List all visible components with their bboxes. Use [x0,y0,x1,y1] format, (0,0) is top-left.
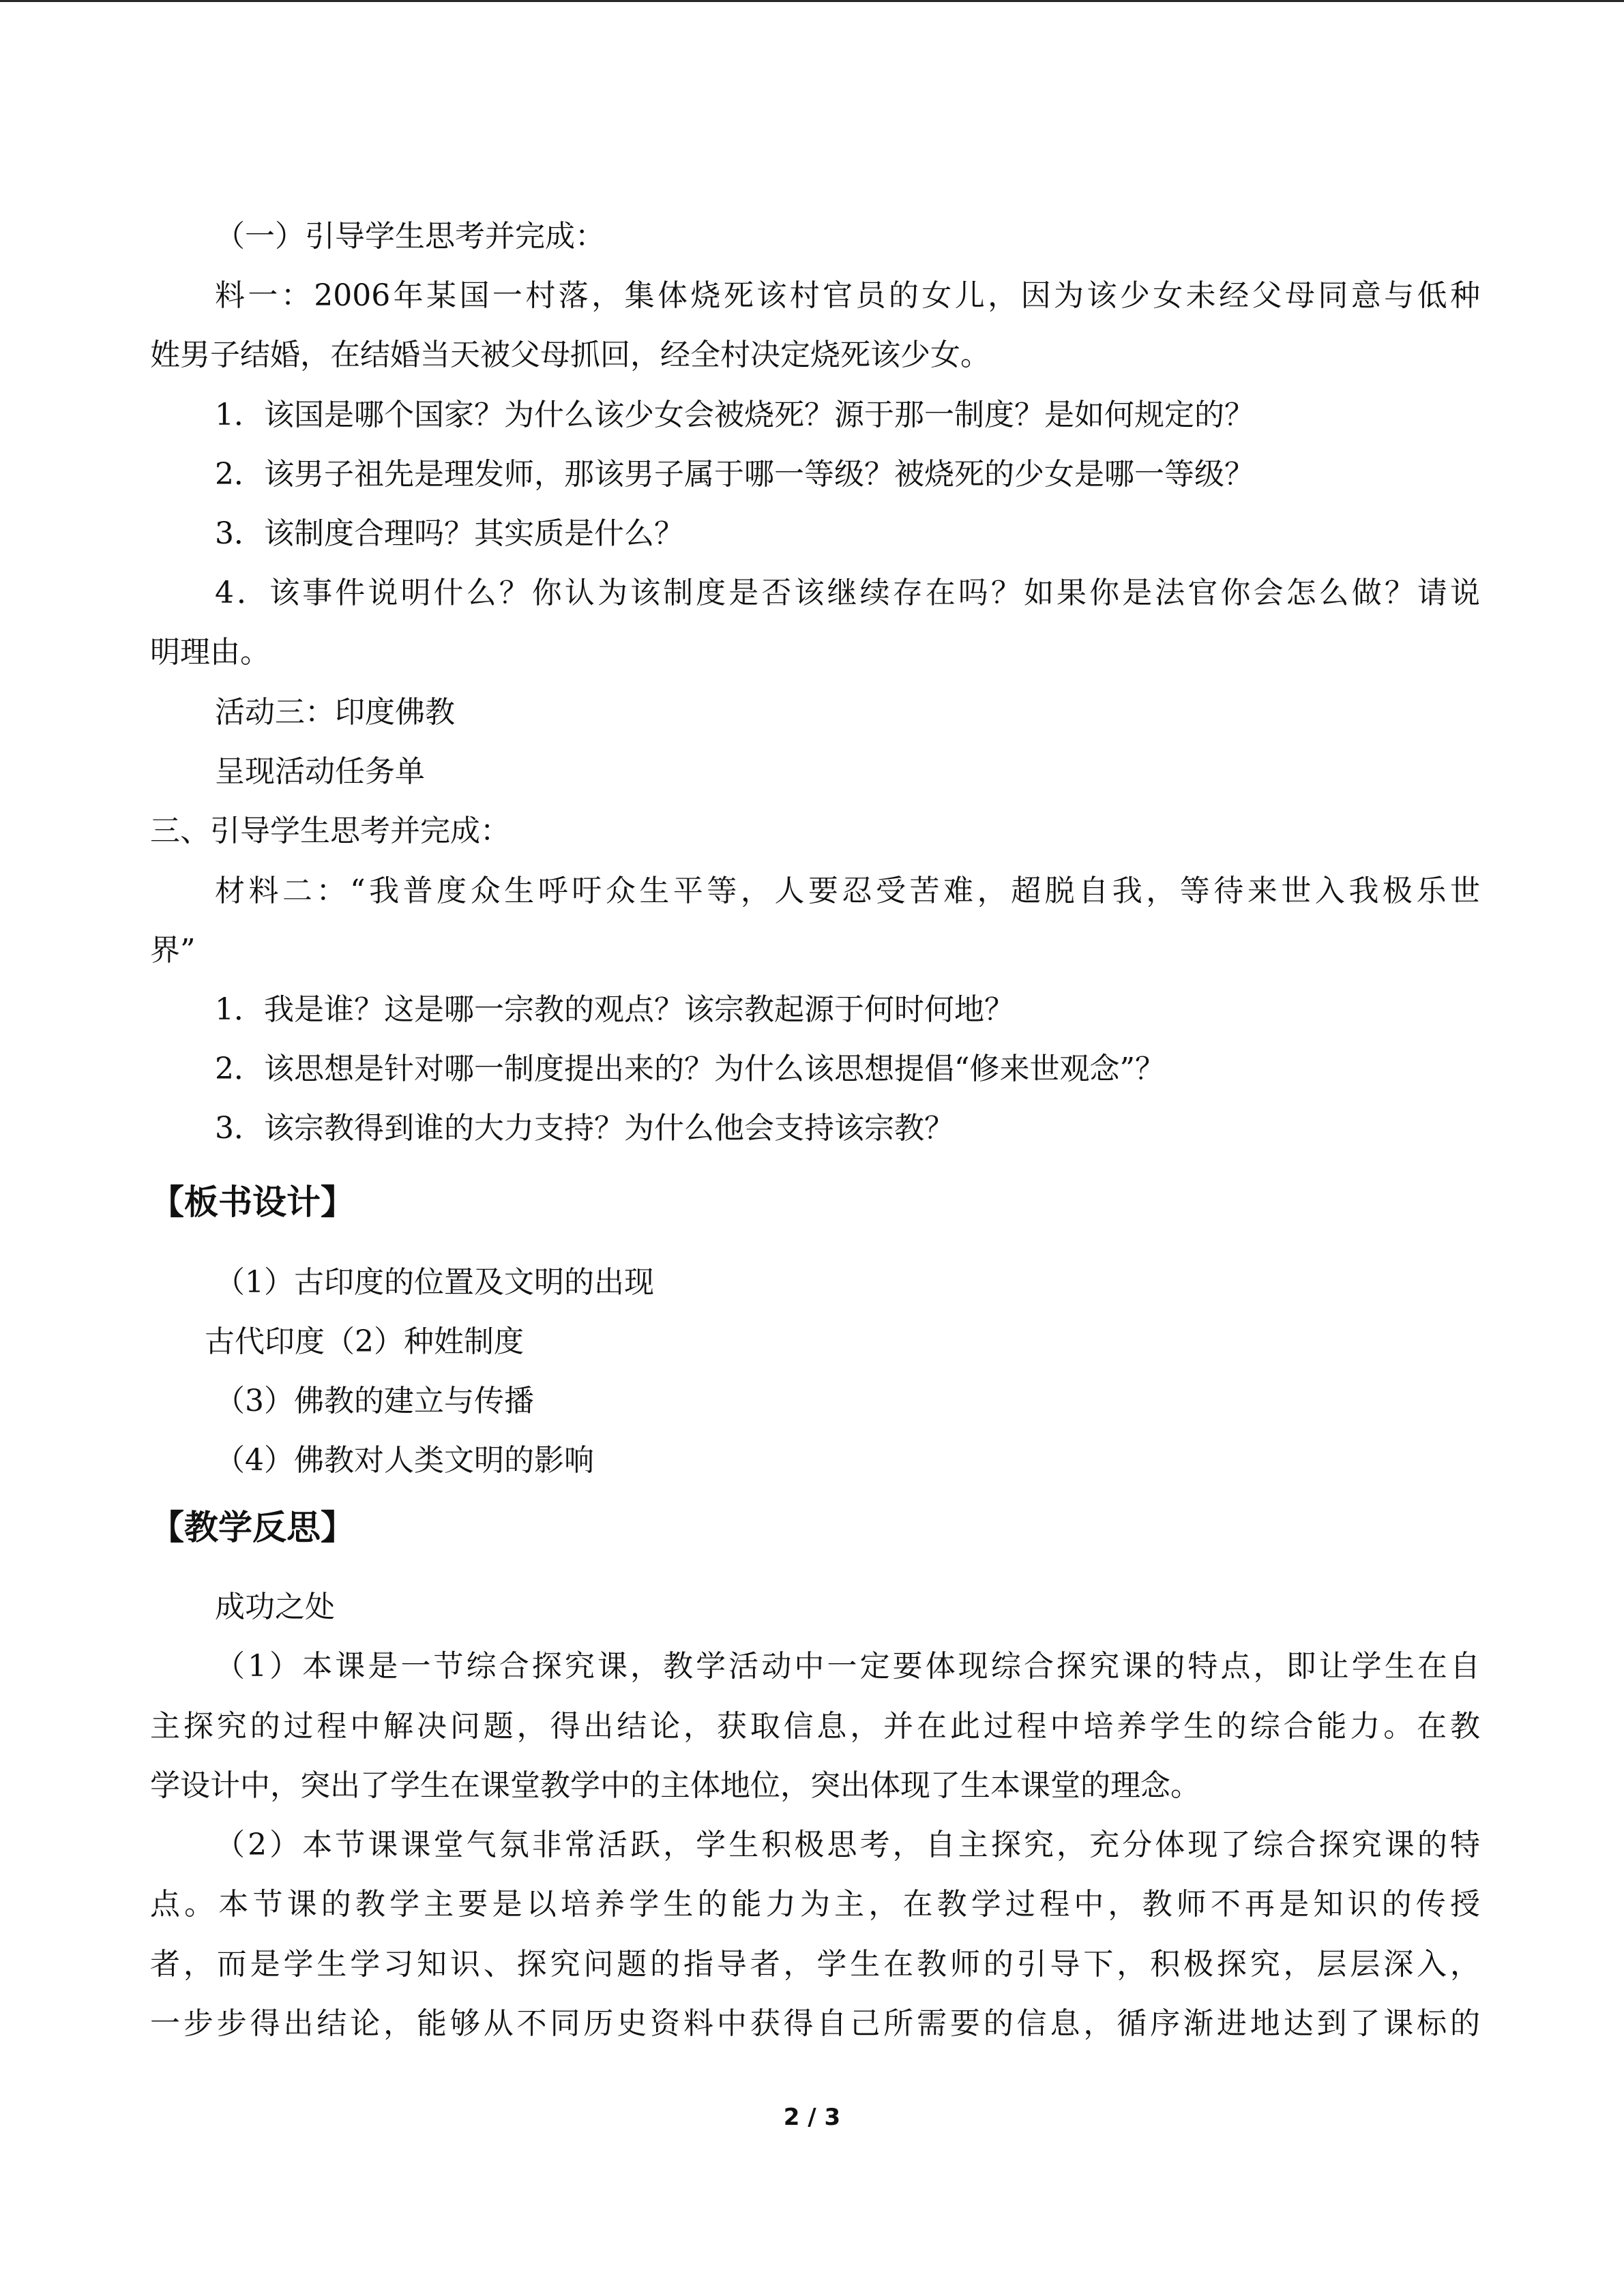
paragraph-line: （2）本节课课堂气氛非常活跃，学生积极思考，自主探究，充分体现了综合探究课的特 [215,1828,1480,1862]
paragraph-line: 材料二：“我普度众生呼吁众生平等，人要忍受苦难，超脱自我，等待来世入我极乐世 [215,874,1480,908]
activity-title: 活动三：印度佛教 [215,695,455,730]
question-line: 4．该事件说明什么？你认为该制度是否该继续存在吗？如果你是法官你会怎么做？请说 [215,576,1480,610]
paragraph-line: 姓男子结婚，在结婚当天被父母抓回，经全村决定烧死该少女。 [150,338,990,372]
question-line: 3．该宗教得到谁的大力支持？为什么他会支持该宗教？ [215,1111,954,1146]
heading-board-design: 【板书设计】 [150,1182,355,1222]
paragraph-line: 界” [150,933,196,968]
page-top-border [0,0,1624,2]
paragraph-line: 一步步得出结论，能够从不同历史资料中获得自己所需要的信息，循序渐进地达到了课标的 [150,2006,1480,2041]
board-item: （3）佛教的建立与传播 [215,1384,534,1418]
section-line: 三、引导学生思考并完成： [150,814,510,848]
question-line: 3．该制度合理吗？其实质是什么？ [215,516,684,551]
question-line: 1．该国是哪个国家？为什么该少女会被烧死？源于那一制度？是如何规定的？ [215,398,1254,432]
paragraph-line: 成功之处 [215,1590,335,1624]
paragraph-line: 主探究的过程中解决问题，得出结论，获取信息，并在此过程中培养学生的综合能力。在教 [150,1709,1480,1744]
board-item: （1）古印度的位置及文明的出现 [215,1265,654,1300]
question-line: 1．我是谁？这是哪一宗教的观点？该宗教起源于何时何地？ [215,992,1014,1027]
paragraph-line: 呈现活动任务单 [215,754,425,789]
paragraph-line: 学设计中，突出了学生在课堂教学中的主体地位，突出体现了生本课堂的理念。 [150,1768,1200,1803]
paragraph-line: （1）本课是一节综合探究课，教学活动中一定要体现综合探究课的特点，即让学生在自 [215,1649,1480,1684]
question-line: 2．该思想是针对哪一制度提出来的？为什么该思想提倡“修来世观念”？ [215,1052,1165,1086]
paragraph-line: （一）引导学生思考并完成： [215,219,605,254]
heading-teaching-reflection: 【教学反思】 [150,1508,355,1547]
paragraph-line: 料一：2006年某国一村落，集体烧死该村官员的女儿，因为该少女未经父母同意与低种 [215,278,1480,313]
paragraph-line: 明理由。 [150,635,270,670]
question-line: 2．该男子祖先是理发师，那该男子属于哪一等级？被烧死的少女是哪一等级？ [215,457,1254,492]
board-item: 古代印度（2）种姓制度 [205,1324,524,1359]
board-item: （4）佛教对人类文明的影响 [215,1443,594,1478]
paragraph-line: 者，而是学生学习知识、探究问题的指导者，学生在教师的引导下，积极探究，层层深入， [150,1947,1480,1982]
paragraph-line: 点。本节课的教学主要是以培养学生的能力为主，在教学过程中，教师不再是知识的传授 [150,1887,1480,1922]
page-number: 2 / 3 [783,2104,841,2131]
